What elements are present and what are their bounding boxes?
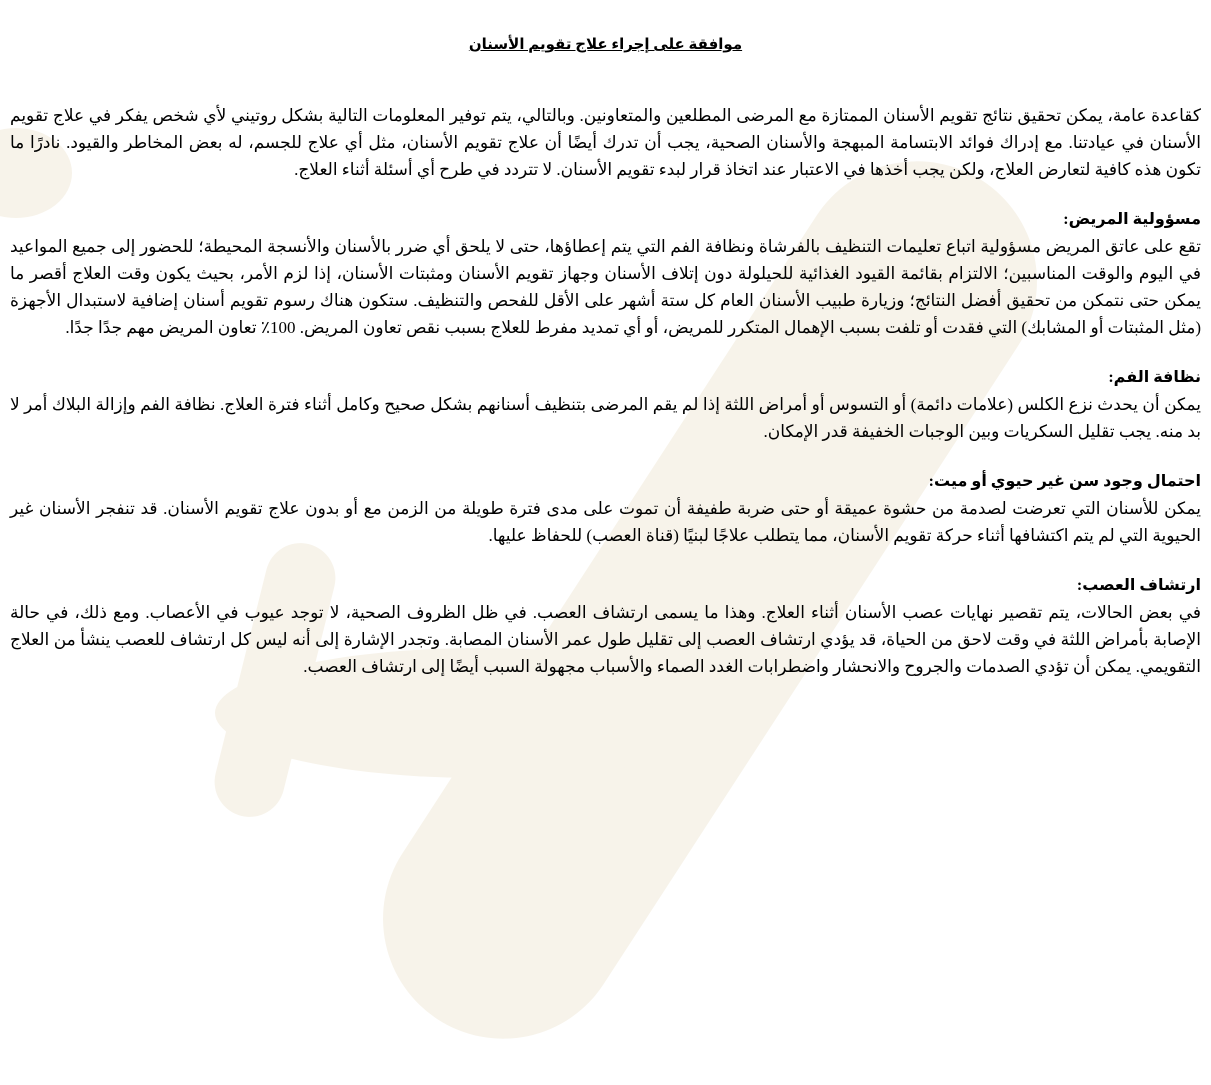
document-title: موافقة على إجراء علاج تقويم الأسنان [468,37,743,53]
section-body-non-vital-tooth: يمكن للأسنان التي تعرضت لصدمة من حشوة عميقة أو حتى ضربة طفيفة أن تموت على مدى فترة طويلة من الزمن مع أو بدون علاج تقويم الأسنان. قد تنفجر الأسنان غير الحيوية التي لم يتم اكتشافها أثناء حركة تقويم الأسنان، مما يتطلب علاجًا لبنيًا (قناة العصب) للحفاظ عليها. [10,499,1201,545]
section-body-oral-hygiene: يمكن أن يحدث نزع الكلس (علامات دائمة) أو التسوس أو أمراض اللثة إذا لم يقم المرضى بتنظيف أسنانهم بشكل صحيح وكامل أثناء فترة العلاج. نظافة الفم وإزالة البلاك أمر لا بد منه. يجب تقليل السكريات وبين الوجبات الخفيفة قدر الإمكان. [10,395,1201,441]
section-body-root-resorption: في بعض الحالات، يتم تقصير نهايات عصب الأسنان أثناء العلاج. وهذا ما يسمى ارتشاف العصب. في ظل الظروف الصحية، لا توجد عيوب في الأعصاب. ومع ذلك، في حالة الإصابة بأمراض اللثة في وقت لاحق من الحياة، قد يؤدي ارتشاف العصب إلى تقليل طول عمر الأسنان المصابة. وتجدر الإشارة إلى أنه ليس كل ارتشاف للعصب ينشأ من العلاج التقويمي. يمكن أن تؤدي الصدمات والجروح والانحشار واضطرابات الغدد الصماء والأسباب مجهولة السبب أيضًا إلى ارتشاف العصب. [10,603,1201,676]
section-heading-patient-responsibility: مسؤولية المريض: [1063,211,1201,228]
section-patient-responsibility [10,206,1201,341]
section-root-resorption [10,572,1201,680]
section-heading-non-vital-tooth: احتمال وجود سن غير حيوي أو ميت: [928,473,1201,490]
section-oral-hygiene [10,364,1201,445]
section-body-patient-responsibility: تقع على عاتق المريض مسؤولية اتباع تعليمات التنظيف بالفرشاة ونظافة الفم التي يتم إعطاؤها، حتى لا يلحق أي ضرر بالأسنان والأنسجة المحيطة؛ للحضور إلى جميع المواعيد في اليوم والوقت المناسبين؛ الالتزام بقائمة القيود الغذائية للحيلولة دون إتلاف الأسنان وجهاز تقويم الأسنان ومثبتات الأسنان، إذا لزم الأمر، بحيث يكون وقت العلاج أقصر ما يمكن حتى نتمكن من تحقيق أفضل النتائج؛ وزيارة طبيب الأسنان العام كل ستة أشهر على الأقل للفحص والتنظيف. ستكون هناك رسوم تقويم أسنان إضافية لاستبدال الأجهزة (مثل المثبتات أو المشابك) التي فقدت أو تلفت بسبب الإهمال المتكرر للمريض، أو أي تمديد مفرط للعلاج بسبب نقص تعاون المريض. 100٪ تعاون المريض مهم جدًا جدًا. [10,237,1201,337]
section-non-vital-tooth [10,468,1201,549]
section-heading-oral-hygiene: نظافة الفم: [1108,369,1201,386]
intro-paragraph: كقاعدة عامة، يمكن تحقيق نتائج تقويم الأسنان الممتازة مع المرضى المطلعين والمتعاونين. وبالتالي، يتم توفير المعلومات التالية بشكل روتيني لأي شخص يفكر في علاج تقويم الأسنان في عيادتنا. مع إدراك فوائد الابتسامة المبهجة والأسنان الصحية، يجب أن تدرك أيضًا أن علاج تقويم الأسنان، مثل أي علاج للجسم، له بعض المخاطر والقيود. نادرًا ما تكون هذه كافية لتعارض العلاج، ولكن يجب أخذها في الاعتبار عند اتخاذ قرار لبدء تقويم الأسنان. لا تتردد في طرح أي أسئلة أثناء العلاج. [10,106,1201,179]
section-heading-root-resorption: ارتشاف العصب: [1076,577,1201,594]
